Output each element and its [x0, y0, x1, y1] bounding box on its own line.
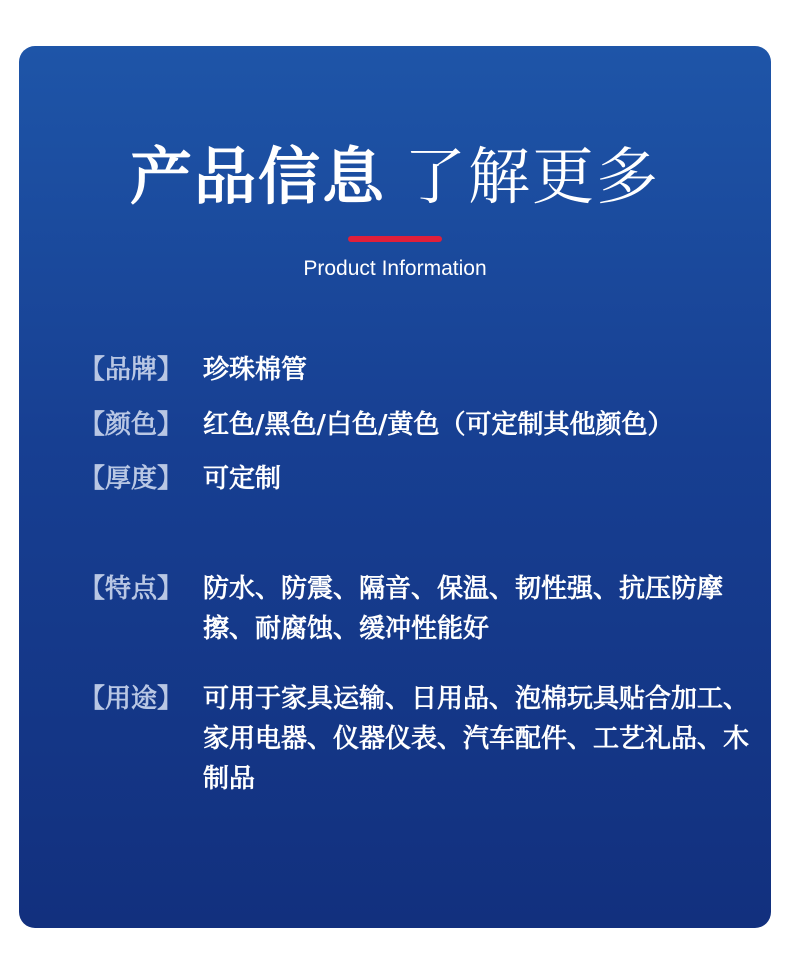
title-accent-divider [348, 236, 442, 242]
page-title [19, 140, 771, 213]
page-subtitle: Product Information [303, 257, 487, 280]
info-row-usage [79, 679, 749, 799]
color-label: 【颜色】 [79, 410, 184, 440]
title-secondary: 了解更多 [404, 140, 661, 213]
features-value: 防水、防震、隔音、保温、韧性强、抗压防摩擦、耐腐蚀、缓冲性能好 [203, 574, 724, 644]
thickness-label: 【厚度】 [79, 464, 184, 494]
thickness-value: 可定制 [203, 464, 282, 494]
usage-value: 可用于家具运输、日用品、泡棉玩具贴合加工、家用电器、仪器仪表、汽车配件、工艺礼品、木制品 [203, 684, 750, 794]
brand-value: 珍珠棉管 [203, 355, 308, 385]
features-label: 【特点】 [79, 574, 184, 604]
brand-label: 【品牌】 [79, 355, 184, 385]
usage-label: 【用途】 [79, 684, 184, 714]
info-row-color [79, 405, 749, 445]
info-row-thickness [79, 459, 749, 499]
color-value: 红色/黑色/白色/黄色（可定制其他颜色） [203, 410, 674, 440]
info-row-brand [79, 350, 749, 390]
product-info-card [19, 46, 771, 928]
info-row-features [79, 569, 749, 649]
title-primary: 产品信息 [129, 140, 386, 213]
